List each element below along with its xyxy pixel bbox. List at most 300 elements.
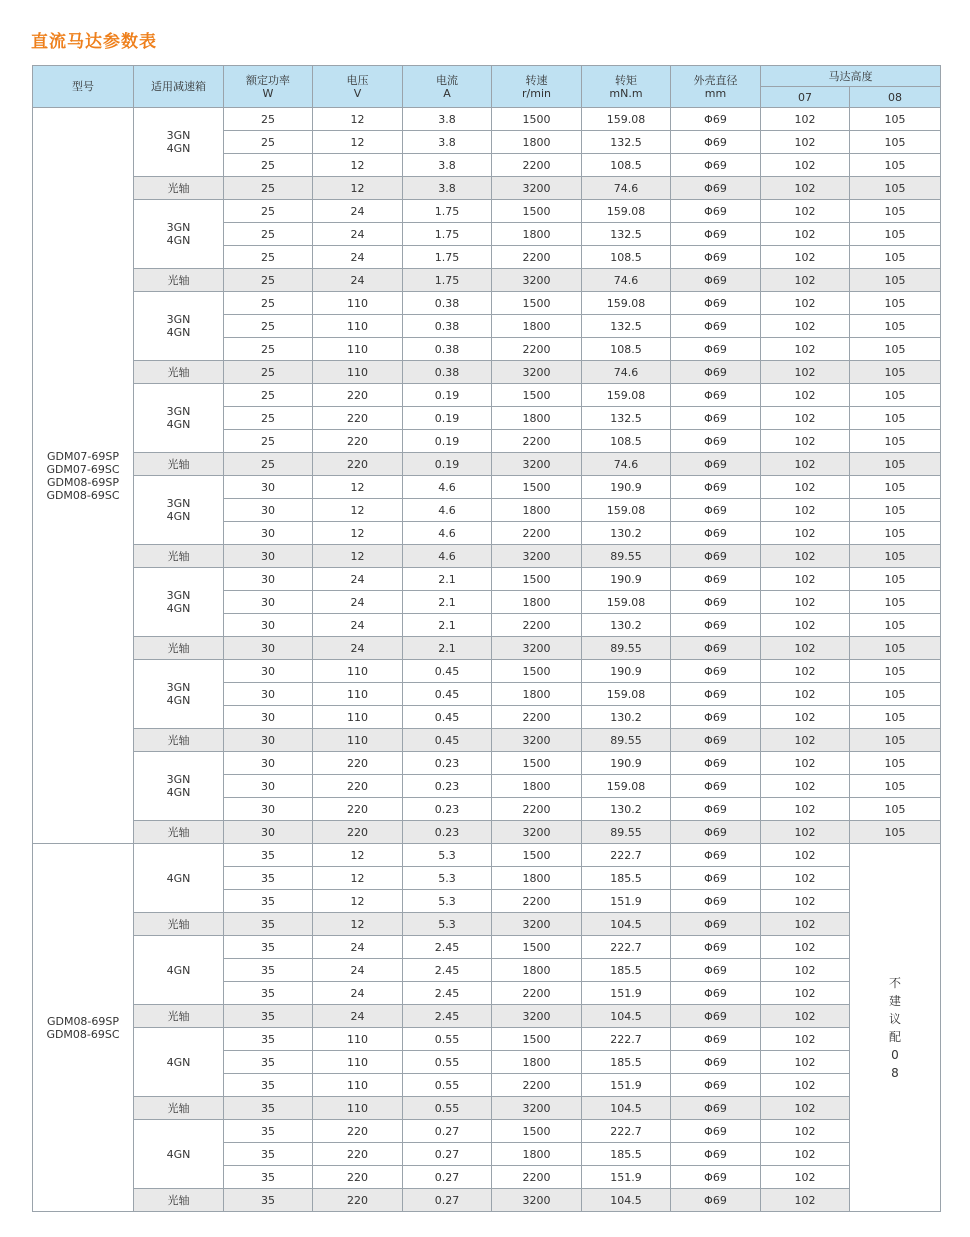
data-cell: Φ69 — [671, 200, 761, 223]
data-cell: 35 — [224, 982, 313, 1005]
gearbox-cell-shaft: 光轴 — [134, 729, 224, 752]
data-cell: 12 — [313, 154, 403, 177]
data-cell: 110 — [313, 315, 403, 338]
data-cell: Φ69 — [671, 545, 761, 568]
data-cell: Φ69 — [671, 637, 761, 660]
data-cell: 1.75 — [403, 200, 492, 223]
data-cell: 35 — [224, 890, 313, 913]
data-cell: 25 — [224, 108, 313, 131]
data-cell: 35 — [224, 1143, 313, 1166]
data-cell: Φ69 — [671, 315, 761, 338]
data-cell: 25 — [224, 200, 313, 223]
data-cell: 30 — [224, 522, 313, 545]
data-cell: 2.45 — [403, 1005, 492, 1028]
data-cell: 35 — [224, 936, 313, 959]
header-torque — [582, 66, 671, 108]
data-cell: 4.6 — [403, 522, 492, 545]
table-row — [33, 384, 941, 407]
data-cell: 25 — [224, 430, 313, 453]
data-cell: 102 — [761, 315, 850, 338]
gearbox-cell: 4GN — [134, 1120, 224, 1189]
data-cell: 185.5 — [582, 867, 671, 890]
data-cell: Φ69 — [671, 706, 761, 729]
data-cell: 1800 — [492, 315, 582, 338]
data-cell: 89.55 — [582, 821, 671, 844]
data-cell: 25 — [224, 315, 313, 338]
data-cell: 220 — [313, 384, 403, 407]
header-current-unit: A — [443, 86, 451, 100]
data-cell: 30 — [224, 591, 313, 614]
data-cell: 2200 — [492, 982, 582, 1005]
data-cell: 105 — [850, 683, 941, 706]
data-cell: 1800 — [492, 499, 582, 522]
table-row — [33, 729, 941, 752]
data-cell: 74.6 — [582, 269, 671, 292]
data-cell: 130.2 — [582, 522, 671, 545]
data-cell: 24 — [313, 936, 403, 959]
data-cell: 185.5 — [582, 1143, 671, 1166]
data-cell: 0.27 — [403, 1166, 492, 1189]
data-cell: 105 — [850, 499, 941, 522]
data-cell: 105 — [850, 660, 941, 683]
data-cell: 25 — [224, 292, 313, 315]
data-cell: 24 — [313, 591, 403, 614]
data-cell: Φ69 — [671, 223, 761, 246]
header-power — [224, 66, 313, 108]
data-cell: Φ69 — [671, 131, 761, 154]
gearbox-cell: 3GN 4GN — [134, 384, 224, 453]
data-cell: 25 — [224, 453, 313, 476]
data-cell: 12 — [313, 499, 403, 522]
data-cell: 2200 — [492, 1166, 582, 1189]
data-cell: 102 — [761, 1028, 850, 1051]
data-cell: 104.5 — [582, 1189, 671, 1212]
data-cell: 0.55 — [403, 1028, 492, 1051]
data-cell: 159.08 — [582, 499, 671, 522]
data-cell: 0.19 — [403, 453, 492, 476]
data-cell: 35 — [224, 844, 313, 867]
data-cell: Φ69 — [671, 591, 761, 614]
data-cell: 102 — [761, 1005, 850, 1028]
table-row — [33, 200, 941, 223]
data-cell: 12 — [313, 131, 403, 154]
data-cell: 222.7 — [582, 936, 671, 959]
data-cell: 102 — [761, 1120, 850, 1143]
data-cell: Φ69 — [671, 499, 761, 522]
table-row — [33, 1097, 941, 1120]
data-cell: 151.9 — [582, 982, 671, 1005]
data-cell: 3.8 — [403, 108, 492, 131]
data-cell: 25 — [224, 269, 313, 292]
data-cell: 110 — [313, 361, 403, 384]
table-row — [33, 1189, 941, 1212]
data-cell: 1500 — [492, 292, 582, 315]
data-cell: 102 — [761, 890, 850, 913]
data-cell: 0.23 — [403, 752, 492, 775]
data-cell: 159.08 — [582, 200, 671, 223]
data-cell: 1500 — [492, 660, 582, 683]
data-cell: 220 — [313, 1166, 403, 1189]
data-cell: 0.38 — [403, 292, 492, 315]
data-cell: 2.1 — [403, 614, 492, 637]
data-cell: 74.6 — [582, 177, 671, 200]
data-cell: 105 — [850, 361, 941, 384]
data-cell: 35 — [224, 1051, 313, 1074]
data-cell: 2.1 — [403, 568, 492, 591]
data-cell: Φ69 — [671, 867, 761, 890]
data-cell: 24 — [313, 200, 403, 223]
header-power-label: 额定功率 — [246, 73, 290, 87]
header-voltage-label: 电压 — [346, 73, 369, 87]
header-speed-unit: r/min — [522, 86, 551, 100]
data-cell: 0.45 — [403, 706, 492, 729]
table-row — [33, 1005, 941, 1028]
data-cell: 24 — [313, 614, 403, 637]
data-cell: 24 — [313, 637, 403, 660]
data-cell: Φ69 — [671, 982, 761, 1005]
data-cell: Φ69 — [671, 476, 761, 499]
data-cell: 102 — [761, 798, 850, 821]
data-cell: 102 — [761, 522, 850, 545]
data-cell: 102 — [761, 1189, 850, 1212]
data-cell: 130.2 — [582, 798, 671, 821]
table-row — [33, 108, 941, 131]
data-cell: 5.3 — [403, 867, 492, 890]
data-cell: 159.08 — [582, 591, 671, 614]
data-cell: Φ69 — [671, 1028, 761, 1051]
data-cell: 102 — [761, 1074, 850, 1097]
data-cell: 0.55 — [403, 1051, 492, 1074]
data-cell: 105 — [850, 821, 941, 844]
data-cell: Φ69 — [671, 522, 761, 545]
data-cell: Φ69 — [671, 821, 761, 844]
header-gearbox: 适用减速箱 — [134, 66, 224, 108]
data-cell: 4.6 — [403, 545, 492, 568]
data-cell: 12 — [313, 890, 403, 913]
data-cell: 0.19 — [403, 430, 492, 453]
table-body — [33, 108, 941, 1212]
data-cell: 3.8 — [403, 154, 492, 177]
header-height-07: 07 — [761, 87, 850, 108]
data-cell: 35 — [224, 1166, 313, 1189]
gearbox-cell: 4GN — [134, 1028, 224, 1097]
data-cell: 220 — [313, 821, 403, 844]
data-cell: 30 — [224, 729, 313, 752]
data-cell: 1800 — [492, 1051, 582, 1074]
data-cell: 220 — [313, 1143, 403, 1166]
data-cell: 1500 — [492, 1120, 582, 1143]
gearbox-cell-shaft: 光轴 — [134, 821, 224, 844]
data-cell: 105 — [850, 637, 941, 660]
header-model: 型号 — [33, 66, 134, 108]
data-cell: 159.08 — [582, 384, 671, 407]
data-cell: 25 — [224, 177, 313, 200]
data-cell: 4.6 — [403, 476, 492, 499]
data-cell: 30 — [224, 499, 313, 522]
data-cell: 3200 — [492, 729, 582, 752]
data-cell: 105 — [850, 108, 941, 131]
data-cell: 1800 — [492, 407, 582, 430]
data-cell: Φ69 — [671, 269, 761, 292]
data-cell: Φ69 — [671, 913, 761, 936]
header-torque-unit: mN.m — [609, 86, 643, 100]
data-cell: 132.5 — [582, 407, 671, 430]
data-cell: 102 — [761, 269, 850, 292]
table-row — [33, 361, 941, 384]
gearbox-cell-shaft: 光轴 — [134, 1097, 224, 1120]
data-cell: 105 — [850, 729, 941, 752]
data-cell: 110 — [313, 729, 403, 752]
gearbox-cell: 3GN 4GN — [134, 568, 224, 637]
data-cell: 89.55 — [582, 729, 671, 752]
data-cell: 1800 — [492, 131, 582, 154]
data-cell: 1500 — [492, 568, 582, 591]
table-row — [33, 936, 941, 959]
data-cell: 105 — [850, 246, 941, 269]
data-cell: 1800 — [492, 867, 582, 890]
data-cell: 108.5 — [582, 430, 671, 453]
data-cell: 2200 — [492, 154, 582, 177]
table-row — [33, 545, 941, 568]
data-cell: Φ69 — [671, 614, 761, 637]
data-cell: 102 — [761, 614, 850, 637]
data-cell: 220 — [313, 1120, 403, 1143]
data-cell: 105 — [850, 407, 941, 430]
data-cell: 105 — [850, 614, 941, 637]
data-cell: Φ69 — [671, 384, 761, 407]
data-cell: 35 — [224, 1005, 313, 1028]
data-cell: 1500 — [492, 1028, 582, 1051]
data-cell: 3200 — [492, 821, 582, 844]
data-cell: 102 — [761, 706, 850, 729]
data-cell: 102 — [761, 775, 850, 798]
data-cell: 102 — [761, 913, 850, 936]
data-cell: 105 — [850, 798, 941, 821]
data-cell: 2200 — [492, 522, 582, 545]
data-cell: 105 — [850, 706, 941, 729]
data-cell: 5.3 — [403, 844, 492, 867]
data-cell: 30 — [224, 660, 313, 683]
table-row — [33, 1028, 941, 1051]
data-cell: 105 — [850, 154, 941, 177]
data-cell: 2200 — [492, 706, 582, 729]
data-cell: 105 — [850, 131, 941, 154]
data-cell: 2200 — [492, 1074, 582, 1097]
data-cell: 89.55 — [582, 545, 671, 568]
data-cell: Φ69 — [671, 453, 761, 476]
table-row — [33, 292, 941, 315]
header-height-08: 08 — [850, 87, 941, 108]
data-cell: 3200 — [492, 361, 582, 384]
data-cell: 30 — [224, 614, 313, 637]
data-cell: 12 — [313, 844, 403, 867]
data-cell: Φ69 — [671, 430, 761, 453]
data-cell: Φ69 — [671, 729, 761, 752]
data-cell: 12 — [313, 108, 403, 131]
gearbox-cell-shaft: 光轴 — [134, 637, 224, 660]
data-cell: 110 — [313, 706, 403, 729]
data-cell: 0.23 — [403, 775, 492, 798]
data-cell: 222.7 — [582, 844, 671, 867]
data-cell: 30 — [224, 683, 313, 706]
data-cell: 5.3 — [403, 913, 492, 936]
data-cell: 35 — [224, 1074, 313, 1097]
data-cell: 24 — [313, 269, 403, 292]
data-cell: 151.9 — [582, 1166, 671, 1189]
data-cell: 24 — [313, 982, 403, 1005]
data-cell: 0.27 — [403, 1189, 492, 1212]
data-cell: 104.5 — [582, 1005, 671, 1028]
gearbox-cell: 3GN 4GN — [134, 476, 224, 545]
header-speed — [492, 66, 582, 108]
data-cell: 159.08 — [582, 683, 671, 706]
data-cell: 1800 — [492, 223, 582, 246]
height-08-note — [850, 844, 941, 1212]
data-cell: 220 — [313, 752, 403, 775]
data-cell: 105 — [850, 775, 941, 798]
data-cell: 35 — [224, 1189, 313, 1212]
data-cell: Φ69 — [671, 660, 761, 683]
data-cell: 108.5 — [582, 154, 671, 177]
data-cell: 25 — [224, 246, 313, 269]
data-cell: 25 — [224, 407, 313, 430]
data-cell: 104.5 — [582, 1097, 671, 1120]
data-cell: 1500 — [492, 752, 582, 775]
header-height-group: 马达高度 — [761, 66, 941, 87]
data-cell: 105 — [850, 476, 941, 499]
data-cell: 30 — [224, 568, 313, 591]
data-cell: 25 — [224, 384, 313, 407]
data-cell: 102 — [761, 959, 850, 982]
data-cell: 30 — [224, 476, 313, 499]
table-row — [33, 913, 941, 936]
gearbox-cell-shaft: 光轴 — [134, 545, 224, 568]
data-cell: 185.5 — [582, 1051, 671, 1074]
data-cell: 102 — [761, 591, 850, 614]
model-cell: GDM07-69SP GDM07-69SC GDM08-69SP GDM08-69SC — [33, 108, 134, 844]
gearbox-cell-shaft: 光轴 — [134, 269, 224, 292]
table-row — [33, 177, 941, 200]
data-cell: 0.23 — [403, 798, 492, 821]
header-power-unit: W — [262, 86, 274, 100]
data-cell: 102 — [761, 660, 850, 683]
data-cell: 1.75 — [403, 246, 492, 269]
data-cell: 30 — [224, 821, 313, 844]
data-cell: 24 — [313, 246, 403, 269]
data-cell: Φ69 — [671, 361, 761, 384]
table-row — [33, 752, 941, 775]
data-cell: 1.75 — [403, 223, 492, 246]
data-cell: 0.45 — [403, 729, 492, 752]
data-cell: Φ69 — [671, 1166, 761, 1189]
data-cell: 1500 — [492, 844, 582, 867]
data-cell: 12 — [313, 545, 403, 568]
data-cell: 30 — [224, 706, 313, 729]
data-cell: 102 — [761, 384, 850, 407]
data-cell: Φ69 — [671, 338, 761, 361]
data-cell: 220 — [313, 453, 403, 476]
data-cell: 105 — [850, 430, 941, 453]
data-cell: 105 — [850, 200, 941, 223]
data-cell: 0.55 — [403, 1074, 492, 1097]
height-08-note-text: 不建议配08 — [888, 975, 901, 1080]
header-speed-label: 转速 — [525, 73, 548, 87]
data-cell: 110 — [313, 338, 403, 361]
data-cell: 190.9 — [582, 660, 671, 683]
gearbox-cell-shaft: 光轴 — [134, 177, 224, 200]
data-cell: 105 — [850, 545, 941, 568]
data-cell: 102 — [761, 821, 850, 844]
data-cell: 74.6 — [582, 361, 671, 384]
gearbox-cell: 3GN 4GN — [134, 200, 224, 269]
data-cell: Φ69 — [671, 775, 761, 798]
data-cell: 132.5 — [582, 223, 671, 246]
data-cell: 2.1 — [403, 591, 492, 614]
data-cell: 3200 — [492, 1189, 582, 1212]
data-cell: 190.9 — [582, 568, 671, 591]
data-cell: 0.27 — [403, 1120, 492, 1143]
data-cell: 2.45 — [403, 936, 492, 959]
table-row — [33, 453, 941, 476]
data-cell: 102 — [761, 683, 850, 706]
data-cell: 0.38 — [403, 361, 492, 384]
header-torque-label: 转矩 — [615, 73, 637, 87]
gearbox-cell: 3GN 4GN — [134, 660, 224, 729]
data-cell: Φ69 — [671, 752, 761, 775]
data-cell: 1500 — [492, 936, 582, 959]
data-cell: 102 — [761, 131, 850, 154]
data-cell: 110 — [313, 1074, 403, 1097]
data-cell: 25 — [224, 223, 313, 246]
data-cell: 0.45 — [403, 660, 492, 683]
data-cell: 102 — [761, 246, 850, 269]
data-cell: 0.27 — [403, 1143, 492, 1166]
data-cell: 102 — [761, 453, 850, 476]
data-cell: 151.9 — [582, 890, 671, 913]
data-cell: 105 — [850, 384, 941, 407]
data-cell: 3200 — [492, 545, 582, 568]
data-cell: 102 — [761, 177, 850, 200]
gearbox-cell-shaft: 光轴 — [134, 1189, 224, 1212]
data-cell: 102 — [761, 729, 850, 752]
data-cell: 105 — [850, 223, 941, 246]
data-cell: 185.5 — [582, 959, 671, 982]
data-cell: 102 — [761, 637, 850, 660]
data-cell: 12 — [313, 913, 403, 936]
data-cell: Φ69 — [671, 959, 761, 982]
data-cell: Φ69 — [671, 154, 761, 177]
data-cell: 110 — [313, 1028, 403, 1051]
data-cell: 2200 — [492, 338, 582, 361]
data-cell: 35 — [224, 1097, 313, 1120]
data-cell: 1800 — [492, 683, 582, 706]
data-cell: 1800 — [492, 775, 582, 798]
header-current — [403, 66, 492, 108]
data-cell: 105 — [850, 453, 941, 476]
data-cell: 24 — [313, 959, 403, 982]
data-cell: 220 — [313, 430, 403, 453]
data-cell: 25 — [224, 338, 313, 361]
data-cell: 2200 — [492, 890, 582, 913]
data-cell: 12 — [313, 476, 403, 499]
header-voltage-unit: V — [353, 86, 362, 100]
data-cell: 105 — [850, 591, 941, 614]
data-cell: 105 — [850, 522, 941, 545]
data-cell: 1500 — [492, 384, 582, 407]
data-cell: 102 — [761, 200, 850, 223]
data-cell: 12 — [313, 522, 403, 545]
data-cell: 35 — [224, 959, 313, 982]
